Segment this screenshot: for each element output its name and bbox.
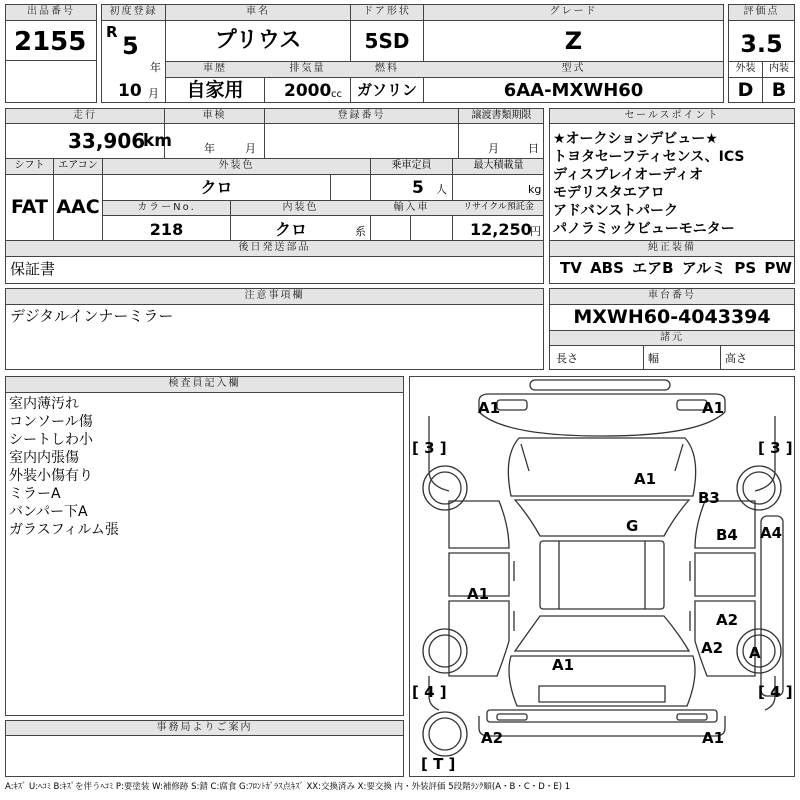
first-reg-label: 初度登録 — [109, 6, 158, 17]
fuel-label: 燃料 — [375, 63, 399, 74]
width-label: 幅 — [648, 352, 659, 365]
tire-front-right: [ 3 ] — [758, 439, 793, 457]
car-name: プリウス — [214, 28, 302, 53]
transfer-month-unit: 月 — [488, 142, 499, 155]
later-parts: 保証書 — [10, 260, 56, 278]
sales-point-item: パノラミックビューモニター — [553, 221, 735, 237]
persons-unit: 人 — [436, 183, 447, 196]
damage-mark-trunk: A1 — [552, 656, 575, 674]
length-label: 長さ — [556, 352, 578, 365]
int-color: クロ — [274, 220, 307, 239]
inspector-note: コンソール傷 — [9, 414, 93, 430]
import-label: 輸入車 — [393, 202, 430, 213]
sales-points-label: セールスポイント — [624, 110, 720, 121]
damage-mark-rear-door-right: A2 — [716, 611, 739, 629]
chassis-number: MXWH60-4043394 — [573, 306, 771, 328]
transfer-day-unit: 日 — [528, 142, 539, 155]
sales-point-item: モデリスタエアロ — [553, 185, 665, 201]
history: 自家用 — [186, 79, 244, 101]
damage-mark-front-fender-right: B3 — [698, 489, 720, 507]
car-name-label: 車名 — [246, 6, 270, 17]
sales-point-item: トヨタセーフティセンス、ICS — [553, 149, 745, 165]
damage-mark-rear-fender-right: A2 — [701, 639, 724, 657]
reg-month: 10 — [118, 81, 142, 101]
tire-front-left: [ 3 ] — [412, 439, 447, 457]
reg-no-label: 登録番号 — [337, 110, 386, 121]
damage-mark-front-right: A1 — [702, 399, 725, 417]
interior-grade: B — [771, 79, 787, 101]
notes-text: デジタルインナーミラー — [10, 307, 174, 325]
inspector-label: 検査員記入欄 — [168, 378, 241, 389]
yen-unit: 円 — [530, 225, 541, 238]
grade-label: グレード — [549, 6, 598, 17]
month-unit: 月 — [148, 87, 159, 100]
inspector-note: ガラスフィルム張 — [9, 522, 119, 538]
height-label: 高さ — [725, 352, 747, 365]
shift: FAT — [11, 196, 48, 218]
damage-mark-rear-wheel-right: A — [749, 644, 761, 662]
inspector-note: バンパー下A — [9, 504, 88, 520]
inspector-note: ミラーA — [9, 486, 61, 502]
capacity-label: 乗車定員 — [391, 160, 432, 171]
displacement-label: 排気量 — [289, 63, 326, 74]
damage-mark-front-left: A1 — [478, 399, 501, 417]
year-unit: 年 — [150, 61, 161, 74]
tire-spare: [ T ] — [421, 755, 456, 773]
office-label: 事務局よりご案内 — [156, 722, 253, 733]
sales-point-item: ★オークションデビュー★ — [553, 131, 718, 147]
damage-mark-rear-left: A1 — [467, 585, 490, 603]
era: R — [106, 23, 118, 41]
ext-color: クロ — [200, 178, 233, 197]
interior-label: 内装 — [769, 63, 789, 74]
cc-unit: cc — [331, 89, 342, 100]
equipment: TV ABS エアB アルミ PS PW — [560, 259, 792, 277]
inspection-year-unit: 年 — [204, 142, 215, 155]
fuel: ガソリン — [356, 81, 417, 99]
recycle-label: リサイクル預託金 — [463, 202, 534, 212]
damage-mark-hood: A1 — [634, 470, 657, 488]
inspection-label: 車検 — [202, 110, 227, 121]
recycle: 12,250 — [470, 220, 532, 239]
kg-unit: kg — [528, 183, 542, 196]
score-label: 評価点 — [743, 6, 780, 17]
capacity: 5 — [412, 178, 424, 198]
int-color-label: 内装色 — [282, 202, 319, 213]
damage-mark-front-door-right: B4 — [716, 526, 738, 544]
legend: A:ｷｽﾞ U:ﾍｺﾐ B:ｷｽﾞを伴うﾍｺﾐ P:要塗装 W:補修跡 S:錆 C:腐食 G:ﾌﾛﾝﾄｶﾞﾗｽ点ｷｽﾞ XX:交換済み X:要交換 内・外装評価 5段階ﾗﾝｸ順(A・B・C・D・E) 1 — [5, 782, 571, 792]
damage-mark-right-edge: A4 — [760, 524, 783, 542]
max-load-label: 最大積載量 — [473, 160, 524, 171]
model-code-label: 型式 — [561, 63, 586, 74]
history-label: 車歴 — [203, 63, 227, 74]
inspection-month-unit: 月 — [245, 142, 256, 155]
damage-mark-rear-bumper-left: A2 — [481, 729, 504, 747]
notes-label: 注意事項欄 — [244, 290, 305, 301]
transfer-label: 譲渡書類期限 — [471, 110, 532, 121]
car-outline-svg — [409, 376, 795, 777]
inspector-note: 室内薄汚れ — [9, 396, 79, 412]
lot-number: 2155 — [14, 27, 87, 57]
door-type: 5SD — [364, 29, 410, 53]
mileage-label: 走行 — [73, 110, 97, 121]
sales-point-item: アドバンストパーク — [553, 203, 679, 219]
series-unit: 系 — [355, 225, 366, 238]
color-no: 218 — [149, 220, 184, 239]
tire-rear-left: [ 4 ] — [412, 683, 447, 701]
aircon-label: エアコン — [58, 160, 98, 171]
inspector-note: シートしわ小 — [9, 432, 93, 448]
exterior-label: 外装 — [735, 63, 756, 74]
specs-label: 諸元 — [660, 332, 684, 343]
damage-mark-roof: G — [626, 517, 639, 535]
damage-mark-rear-bumper-right: A1 — [702, 729, 725, 747]
later-parts-label: 後日発送部品 — [238, 242, 311, 253]
model-code: 6AA-MXWH60 — [503, 80, 644, 101]
aircon: AAC — [56, 196, 100, 218]
score: 3.5 — [740, 30, 783, 58]
tire-rear-right: [ 4 ] — [758, 683, 793, 701]
inspector-note: 室内内張傷 — [9, 450, 79, 466]
inspector-note: 外装小傷有り — [9, 468, 93, 484]
mileage: 33,906 — [68, 129, 146, 153]
ext-color-label: 外装色 — [218, 160, 255, 171]
reg-year: 5 — [122, 32, 139, 60]
door-label: ドア形状 — [363, 6, 411, 17]
exterior-grade: D — [737, 79, 754, 101]
lot-number-label: 出品番号 — [27, 6, 75, 17]
km-unit: km — [143, 131, 173, 151]
chassis-label: 車台番号 — [648, 290, 696, 301]
displacement: 2000 — [284, 81, 332, 101]
equipment-label: 純正装備 — [648, 242, 696, 253]
sales-point-item: ディスプレイオーディオ — [553, 167, 704, 183]
grade: Z — [564, 27, 583, 55]
color-no-label: カラーNo. — [137, 202, 196, 213]
shift-label: シフト — [14, 160, 45, 171]
